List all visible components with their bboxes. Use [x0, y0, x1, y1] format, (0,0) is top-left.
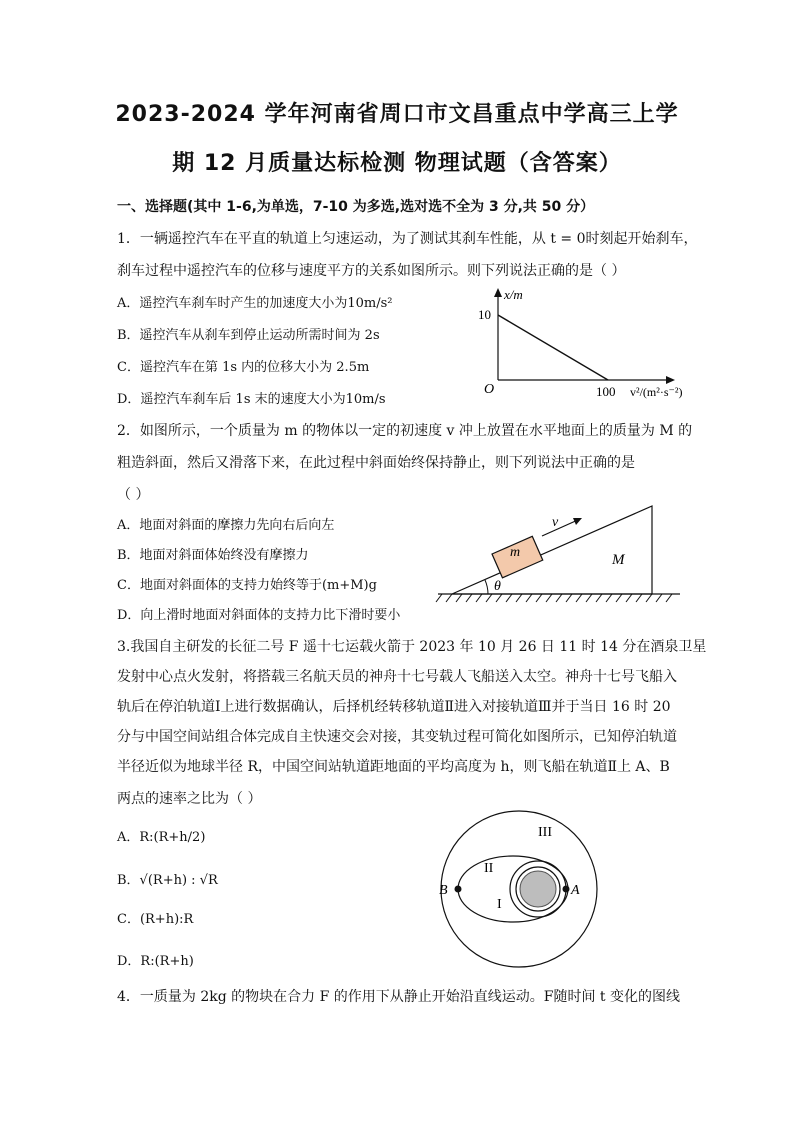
q3-point-b-label: B: [439, 883, 448, 898]
q1-option-d: D．遥控汽车刹车后 1s 末的速度大小为10m/s: [117, 392, 386, 407]
q2-option-c: C．地面对斜面体的支持力始终等于(m+M)g: [117, 578, 377, 593]
q2-angle-label: θ: [494, 579, 501, 594]
q3-text-line3: 轨后在停泊轨道Ⅰ上进行数据确认，后择机经转移轨道Ⅱ进入对接轨道Ⅲ并于当日 16 时 20: [117, 699, 671, 715]
q1-graph-y-intercept: 10: [478, 307, 491, 322]
q2-text-line1: 2．如图所示，一个质量为 m 的物体以一定的初速度 v 冲上放置在水平地面上的质量为 M 的: [117, 423, 693, 439]
q1-graph-line: [498, 315, 608, 380]
q2-option-d: D．向上滑时地面对斜面体的支持力比下滑时要小: [117, 608, 401, 623]
q2-angle-arc: [485, 580, 488, 594]
q1-text-line2: 刹车过程中遥控汽车的位移与速度平方的关系如图所示。则下列说法正确的是（ ）: [117, 263, 626, 279]
q3-option-c: C．(R+h):R: [117, 912, 194, 927]
q3-orbit-ii-label: II: [484, 861, 494, 876]
q1-option-b: B．遥控汽车从刹车到停止运动所需时间为 2s: [117, 328, 380, 343]
page-title-line2: 期 12 月质量达标检测 物理试题（含答案）: [172, 151, 622, 176]
q3-option-b: B．√(R+h) : √R: [117, 873, 218, 888]
q1-graph-x-intercept: 100: [596, 384, 616, 399]
page-title-line1: 2023-2024 学年河南省周口市文昌重点中学高三上学: [115, 102, 679, 127]
q2-text-line3: （ ）: [117, 487, 150, 503]
q1-text-line1: 1．一辆遥控汽车在平直的轨道上匀速运动，为了测试其刹车性能，从 t = 0时刻起开始刹车，: [117, 231, 698, 247]
q3-text-line2: 发射中心点火发射，将搭载三名航天员的神舟十七号载人飞船送入太空。神舟十七号飞船入: [117, 669, 677, 685]
q2-text-line2: 粗造斜面，然后又滑落下来，在此过程中斜面始终保持静止，则下列说法中正确的是: [117, 455, 635, 471]
q3-orbit-i-label: I: [497, 897, 502, 912]
q3-text-line4: 分与中国空间站组合体完成自主快速交会对接，其变轨过程可简化如图所示，已知停泊轨道: [117, 729, 677, 745]
q2-block-label: m: [510, 545, 521, 560]
q3-earth: [520, 871, 556, 907]
q1-graph-x-label: v²/(m²·s⁻²): [630, 385, 683, 399]
q1-option-a: A．遥控汽车刹车时产生的加速度大小为10m/s²: [117, 296, 393, 311]
q3-text-line6: 两点的速率之比为（ ）: [117, 791, 262, 807]
q1-graph-y-label: x/m: [504, 287, 523, 302]
q3-text-line5: 半径近似为地球半径 R，中国空间站轨道距地面的平均高度为 h，则飞船在轨道Ⅱ上 A、B: [117, 759, 670, 775]
q1-graph: [470, 285, 710, 405]
q2-option-b: B．地面对斜面体始终没有摩擦力: [117, 548, 309, 563]
q3-text-line1: 3.我国自主研发的长征二号 F 遥十七运载火箭于 2023 年 10 月 26 日 11 时 14 分在酒泉卫星: [117, 639, 707, 655]
q3-option-d: D．R:(R+h): [117, 954, 194, 969]
q2-ground-hatch: [436, 594, 672, 602]
q4-text-line1: 4．一质量为 2kg 的物块在合力 F 的作用下从静止开始沿直线运动。F随时间 t 变化的图线: [117, 989, 681, 1005]
q1-graph-x-arrow: [666, 376, 675, 384]
q2-incline-label: M: [612, 552, 625, 568]
q1-graph-origin: O: [484, 382, 495, 397]
q3-point-a-label: A: [571, 883, 580, 898]
q3-point-a-dot: [563, 886, 570, 893]
q1-option-c: C．遥控汽车在第 1s 内的位移大小为 2.5m: [117, 360, 370, 375]
q3-orbit-diagram: [430, 810, 610, 972]
q3-orbit-iii-label: III: [538, 825, 552, 840]
q3-option-a: A．R:(R+h/2): [117, 830, 206, 845]
q2-velocity-label: v: [552, 515, 559, 530]
section-header: 一、选择题(其中 1-6,为单选，7-10 为多选,选对选不全为 3 分,共 50 分）: [117, 199, 595, 215]
q2-option-a: A．地面对斜面的摩擦力先向右后向左: [117, 518, 335, 533]
q1-graph-y-arrow: [494, 288, 502, 297]
q3-point-b-dot: [455, 886, 462, 893]
q2-incline-diagram: [430, 498, 690, 608]
q2-velocity-arrow: [542, 519, 580, 536]
